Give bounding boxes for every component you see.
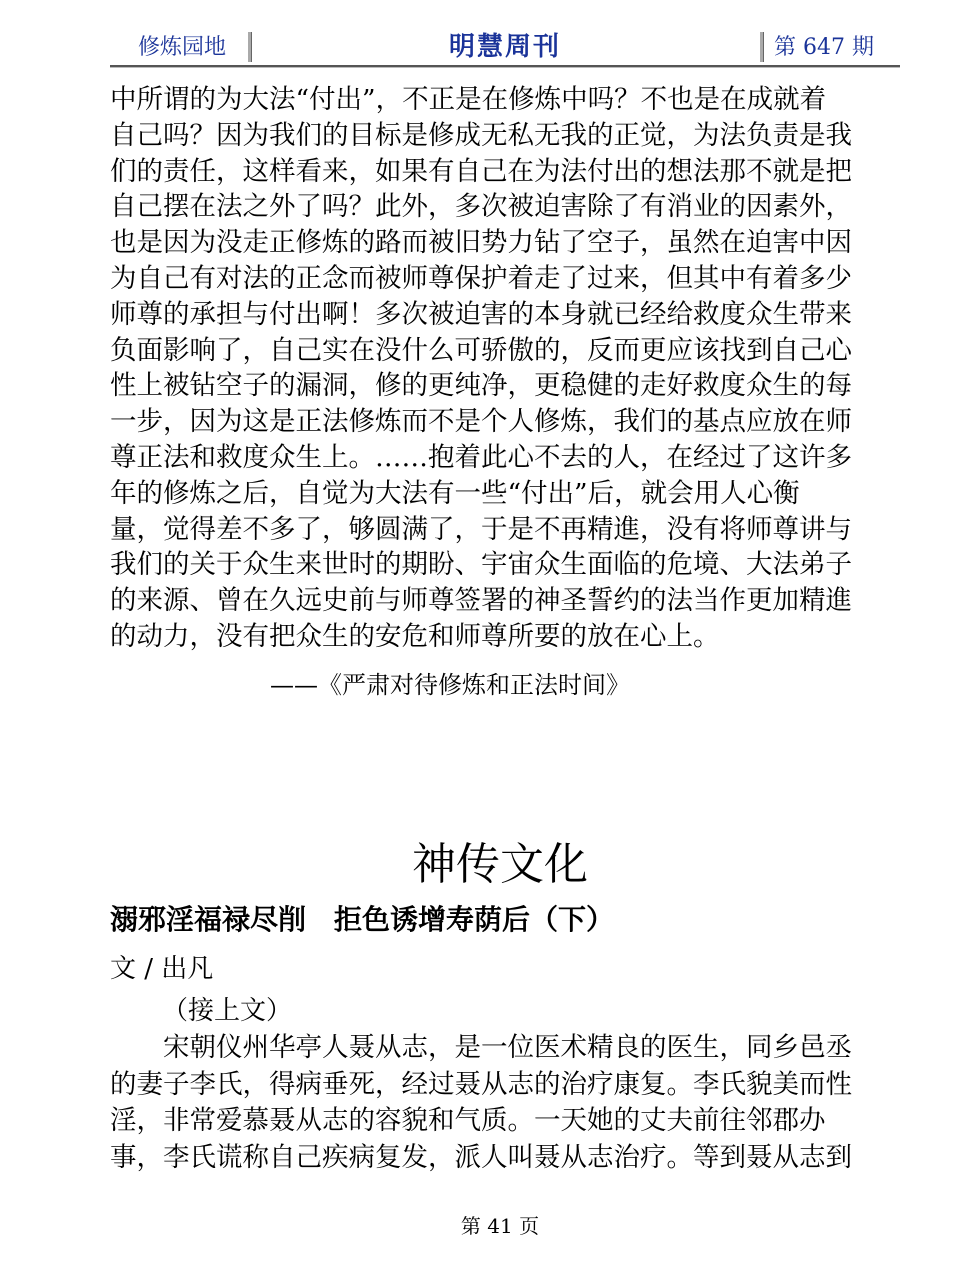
article-title: 溺邪淫福禄尽削 拒色诱增寿荫后（下） bbox=[110, 903, 615, 936]
text-line: 我们的关于众生来世时的期盼、宇宙众生面临的危境、大法弟子 bbox=[110, 549, 852, 581]
header-rule bbox=[110, 65, 900, 68]
text-line: 为自己有对法的正念而被师尊保护着走了过来，但其中有着多少 bbox=[110, 262, 852, 294]
text-line: 的动力，没有把众生的安危和师尊所要的放在心上。 bbox=[110, 620, 720, 652]
text-line: 一步，因为这是正法修炼而不是个人修炼，我们的基点应放在师 bbox=[110, 406, 852, 438]
text-line: 量，觉得差不多了，够圆满了，于是不再精進，没有将师尊讲与 bbox=[110, 513, 852, 545]
text-line: 的来源、曾在久远史前与师尊签署的神圣誓约的法当作更加精進 bbox=[110, 585, 852, 617]
header-divider-right bbox=[760, 32, 764, 62]
section-name: 修炼园地 bbox=[138, 35, 227, 60]
article-body bbox=[110, 1030, 900, 1176]
section-title: 神传文化 bbox=[412, 839, 588, 890]
text-line: 淫，非常爱慕聂从志的容貌和气质。一天她的丈夫前往邻郡办 bbox=[110, 1105, 826, 1136]
publication-title: 明慧周刊 bbox=[448, 32, 561, 62]
issue-number: 第 647 期 bbox=[774, 35, 874, 60]
text-line: 也是因为没走正修炼的路而被旧势力钻了空子，虽然在迫害中因 bbox=[110, 227, 852, 259]
page-number: 第 41 页 bbox=[460, 1214, 540, 1238]
text-line: 们的责任，这样看来，如果有自己在为法付出的想法那不就是把 bbox=[110, 155, 852, 187]
article-byline: 文 / 出凡 bbox=[110, 954, 214, 984]
text-line: 自己吗？因为我们的目标是修成无私无我的正觉，为法负责是我 bbox=[110, 119, 852, 151]
text-line: 的妻子李氏，得病垂死，经过聂从志的治疗康复。李氏貌美而性 bbox=[110, 1068, 852, 1100]
text-line: 年的修炼之后，自觉为大法有一些“付出”后，就会用人心衡 bbox=[110, 477, 800, 509]
quoted-passage bbox=[110, 82, 900, 655]
quote-source: ——《严肃对待修炼和正法时间》 bbox=[270, 671, 630, 699]
text-line: 性上被钻空子的漏洞，修的更纯净，更稳健的走好救度众生的每 bbox=[110, 370, 852, 402]
text-line: 事，李氏谎称自己疾病复发，派人叫聂从志治疗。等到聂从志到 bbox=[110, 1141, 852, 1173]
text-line: 中所谓的为大法“付出”，不正是在修炼中吗？不也是在成就着 bbox=[110, 84, 827, 115]
page-header bbox=[110, 22, 900, 68]
text-line: 师尊的承担与付出啊！多次被迫害的本身就已经给救度众生带来 bbox=[110, 298, 852, 330]
continued-note: （接上文） bbox=[162, 996, 293, 1026]
text-line: 自己摆在法之外了吗？此外，多次被迫害除了有消业的因素外， bbox=[110, 191, 852, 223]
text-line: 负面影响了，自己实在没什么可骄傲的，反而更应该找到自己心 bbox=[110, 334, 852, 366]
text-line: 尊正法和救度众生上。……抱着此心不去的人，在经过了这许多 bbox=[110, 441, 852, 473]
text-line: 宋朝仪州华亭人聂从志，是一位医术精良的医生，同乡邑丞 bbox=[110, 1032, 852, 1063]
